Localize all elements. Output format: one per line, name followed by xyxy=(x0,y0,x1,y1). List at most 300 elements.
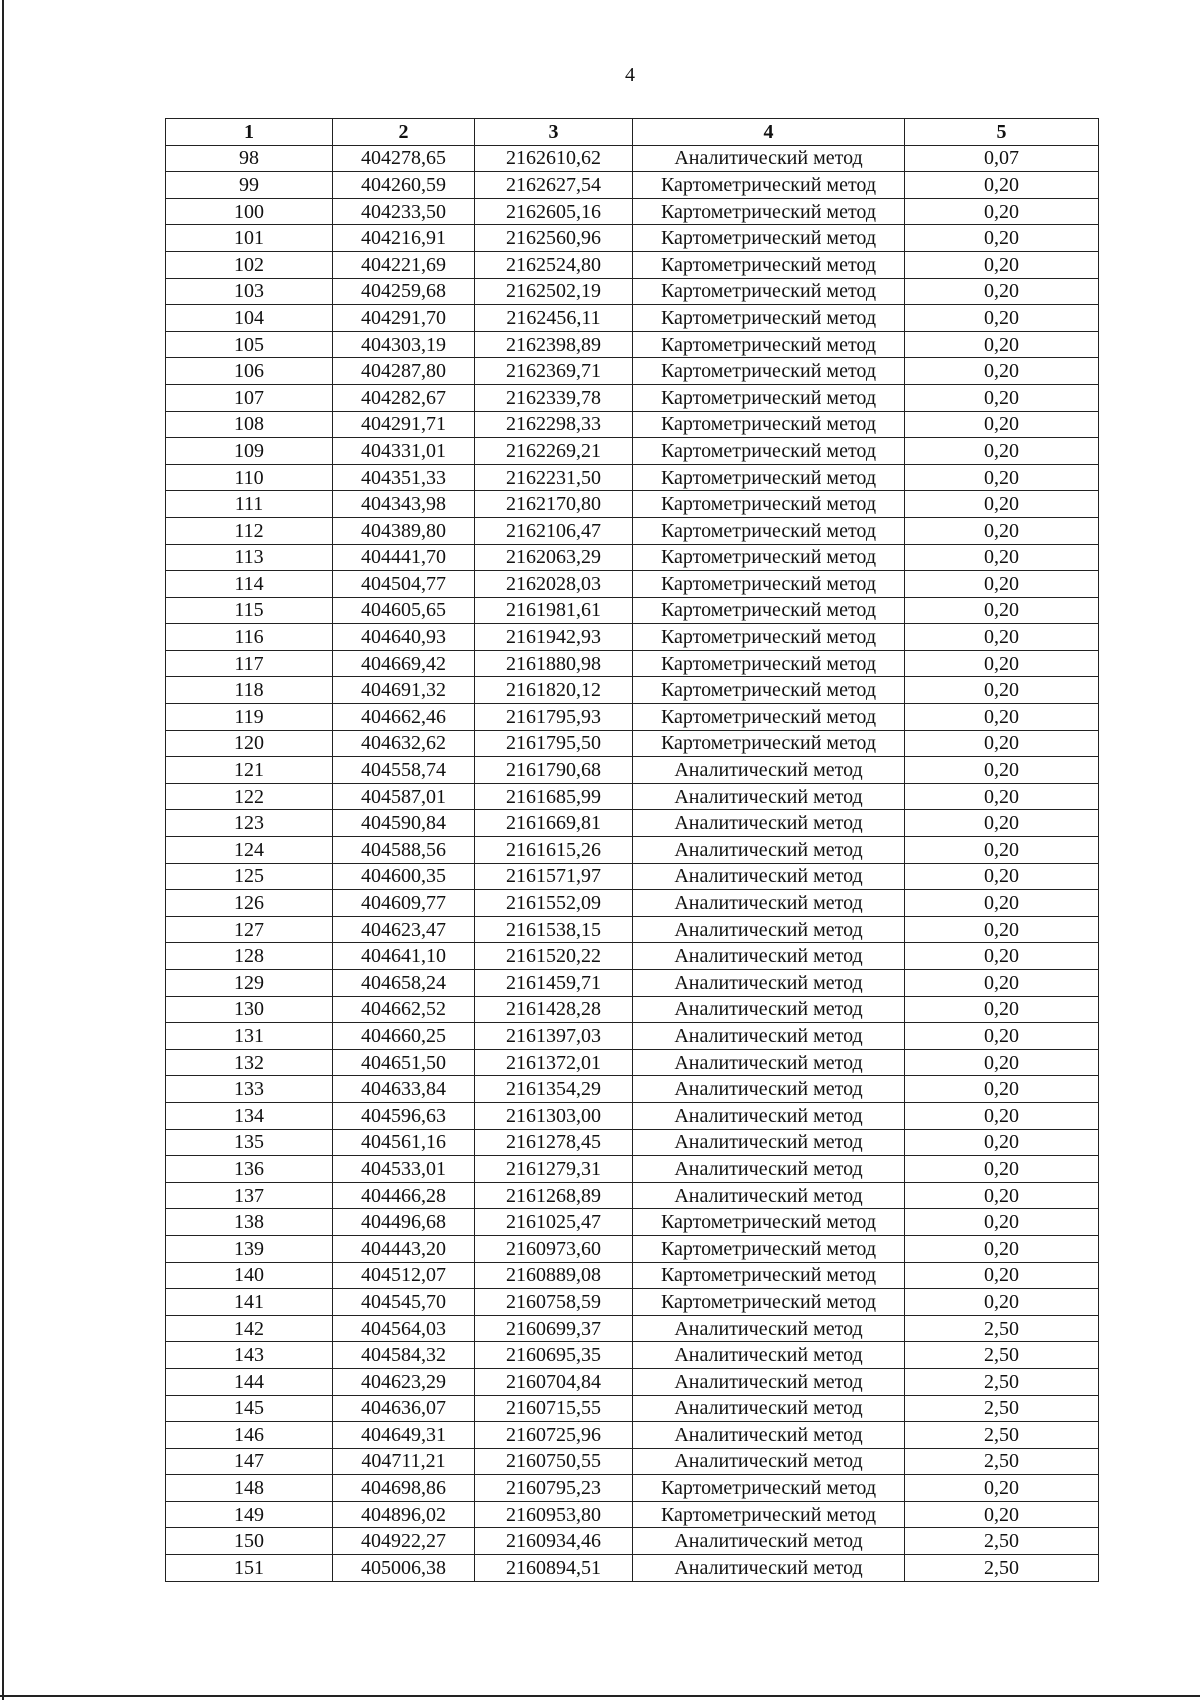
cell-x-coordinate: 404584,32 xyxy=(333,1342,475,1369)
table-row xyxy=(166,970,1099,997)
cell-y-coordinate: 2160715,55 xyxy=(475,1395,633,1422)
cell-y-coordinate: 2162502,19 xyxy=(475,278,633,305)
cell-method: Картометрический метод xyxy=(633,730,905,757)
cell-point-number: 137 xyxy=(166,1182,333,1209)
cell-accuracy: 0,20 xyxy=(905,1262,1099,1289)
cell-x-coordinate: 404662,46 xyxy=(333,704,475,731)
cell-point-number: 142 xyxy=(166,1315,333,1342)
cell-point-number: 135 xyxy=(166,1129,333,1156)
cell-method: Картометрический метод xyxy=(633,571,905,598)
cell-x-coordinate: 404221,69 xyxy=(333,251,475,278)
cell-method: Картометрический метод xyxy=(633,704,905,731)
cell-x-coordinate: 404623,47 xyxy=(333,916,475,943)
cell-accuracy: 0,20 xyxy=(905,704,1099,731)
cell-accuracy: 0,20 xyxy=(905,1235,1099,1262)
cell-y-coordinate: 2160889,08 xyxy=(475,1262,633,1289)
cell-y-coordinate: 2161459,71 xyxy=(475,970,633,997)
cell-method: Картометрический метод xyxy=(633,650,905,677)
cell-y-coordinate: 2161354,29 xyxy=(475,1076,633,1103)
cell-x-coordinate: 404691,32 xyxy=(333,677,475,704)
cell-method: Аналитический метод xyxy=(633,1182,905,1209)
cell-point-number: 145 xyxy=(166,1395,333,1422)
cell-point-number: 122 xyxy=(166,783,333,810)
cell-point-number: 117 xyxy=(166,650,333,677)
table-row xyxy=(166,996,1099,1023)
cell-y-coordinate: 2161820,12 xyxy=(475,677,633,704)
table-row xyxy=(166,730,1099,757)
table-row xyxy=(166,1262,1099,1289)
cell-y-coordinate: 2162170,80 xyxy=(475,491,633,518)
cell-method: Аналитический метод xyxy=(633,943,905,970)
cell-x-coordinate: 404561,16 xyxy=(333,1129,475,1156)
cell-point-number: 136 xyxy=(166,1156,333,1183)
table-row xyxy=(166,1209,1099,1236)
cell-x-coordinate: 404343,98 xyxy=(333,491,475,518)
cell-y-coordinate: 2160973,60 xyxy=(475,1235,633,1262)
table-row xyxy=(166,916,1099,943)
cell-x-coordinate: 404260,59 xyxy=(333,172,475,199)
cell-y-coordinate: 2160953,80 xyxy=(475,1501,633,1528)
cell-x-coordinate: 404600,35 xyxy=(333,863,475,890)
cell-point-number: 123 xyxy=(166,810,333,837)
cell-method: Картометрический метод xyxy=(633,464,905,491)
cell-x-coordinate: 404303,19 xyxy=(333,331,475,358)
cell-x-coordinate: 404662,52 xyxy=(333,996,475,1023)
cell-x-coordinate: 404351,33 xyxy=(333,464,475,491)
cell-point-number: 112 xyxy=(166,517,333,544)
cell-method: Картометрический метод xyxy=(633,172,905,199)
cell-y-coordinate: 2162339,78 xyxy=(475,384,633,411)
cell-accuracy: 2,50 xyxy=(905,1342,1099,1369)
cell-method: Картометрический метод xyxy=(633,278,905,305)
cell-y-coordinate: 2161685,99 xyxy=(475,783,633,810)
cell-y-coordinate: 2160704,84 xyxy=(475,1368,633,1395)
cell-y-coordinate: 2161278,45 xyxy=(475,1129,633,1156)
cell-y-coordinate: 2160695,35 xyxy=(475,1342,633,1369)
cell-method: Аналитический метод xyxy=(633,1395,905,1422)
cell-x-coordinate: 404558,74 xyxy=(333,757,475,784)
page-number: 4 xyxy=(625,64,635,86)
table-row xyxy=(166,1129,1099,1156)
cell-y-coordinate: 2160934,46 xyxy=(475,1528,633,1555)
cell-method: Аналитический метод xyxy=(633,1368,905,1395)
table-row xyxy=(166,704,1099,731)
header-cell-x-coordinate: 2 xyxy=(333,119,475,146)
cell-accuracy: 0,20 xyxy=(905,1156,1099,1183)
cell-x-coordinate: 404291,70 xyxy=(333,305,475,332)
table-row xyxy=(166,1315,1099,1342)
cell-accuracy: 0,20 xyxy=(905,358,1099,385)
cell-y-coordinate: 2162524,80 xyxy=(475,251,633,278)
cell-accuracy: 0,20 xyxy=(905,464,1099,491)
cell-accuracy: 0,20 xyxy=(905,225,1099,252)
table-row xyxy=(166,544,1099,571)
cell-method: Аналитический метод xyxy=(633,1102,905,1129)
cell-method: Картометрический метод xyxy=(633,411,905,438)
table-row xyxy=(166,757,1099,784)
cell-method: Картометрический метод xyxy=(633,624,905,651)
cell-point-number: 151 xyxy=(166,1555,333,1582)
cell-accuracy: 0,20 xyxy=(905,251,1099,278)
table-row xyxy=(166,890,1099,917)
cell-point-number: 139 xyxy=(166,1235,333,1262)
cell-point-number: 147 xyxy=(166,1448,333,1475)
cell-accuracy: 0,20 xyxy=(905,544,1099,571)
cell-accuracy: 0,20 xyxy=(905,943,1099,970)
table-row xyxy=(166,1342,1099,1369)
cell-y-coordinate: 2161268,89 xyxy=(475,1182,633,1209)
cell-accuracy: 0,20 xyxy=(905,278,1099,305)
cell-y-coordinate: 2162456,11 xyxy=(475,305,633,332)
cell-method: Картометрический метод xyxy=(633,1501,905,1528)
cell-method: Аналитический метод xyxy=(633,757,905,784)
table-row xyxy=(166,331,1099,358)
cell-y-coordinate: 2162231,50 xyxy=(475,464,633,491)
cell-y-coordinate: 2161795,93 xyxy=(475,704,633,731)
cell-accuracy: 0,20 xyxy=(905,172,1099,199)
cell-accuracy: 2,50 xyxy=(905,1528,1099,1555)
cell-method: Аналитический метод xyxy=(633,1076,905,1103)
table-header-row xyxy=(166,119,1099,146)
cell-method: Картометрический метод xyxy=(633,544,905,571)
cell-y-coordinate: 2161669,81 xyxy=(475,810,633,837)
cell-accuracy: 0,20 xyxy=(905,1076,1099,1103)
cell-point-number: 126 xyxy=(166,890,333,917)
table-row xyxy=(166,1076,1099,1103)
table-row xyxy=(166,863,1099,890)
cell-point-number: 113 xyxy=(166,544,333,571)
cell-accuracy: 2,50 xyxy=(905,1395,1099,1422)
cell-point-number: 131 xyxy=(166,1023,333,1050)
cell-accuracy: 0,20 xyxy=(905,1049,1099,1076)
cell-accuracy: 2,50 xyxy=(905,1555,1099,1582)
table-row xyxy=(166,172,1099,199)
table-row xyxy=(166,438,1099,465)
cell-point-number: 140 xyxy=(166,1262,333,1289)
cell-y-coordinate: 2160795,23 xyxy=(475,1475,633,1502)
cell-y-coordinate: 2161279,31 xyxy=(475,1156,633,1183)
table-row xyxy=(166,491,1099,518)
cell-x-coordinate: 404640,93 xyxy=(333,624,475,651)
table-row xyxy=(166,1235,1099,1262)
table-row xyxy=(166,1289,1099,1316)
cell-point-number: 149 xyxy=(166,1501,333,1528)
cell-point-number: 116 xyxy=(166,624,333,651)
cell-y-coordinate: 2160699,37 xyxy=(475,1315,633,1342)
cell-x-coordinate: 404609,77 xyxy=(333,890,475,917)
cell-accuracy: 2,50 xyxy=(905,1448,1099,1475)
cell-method: Аналитический метод xyxy=(633,996,905,1023)
cell-x-coordinate: 404533,01 xyxy=(333,1156,475,1183)
table-row xyxy=(166,411,1099,438)
cell-accuracy: 0,20 xyxy=(905,624,1099,651)
cell-y-coordinate: 2162106,47 xyxy=(475,517,633,544)
table-row xyxy=(166,251,1099,278)
cell-x-coordinate: 404588,56 xyxy=(333,837,475,864)
cell-point-number: 148 xyxy=(166,1475,333,1502)
cell-y-coordinate: 2161795,50 xyxy=(475,730,633,757)
cell-accuracy: 0,20 xyxy=(905,970,1099,997)
cell-accuracy: 2,50 xyxy=(905,1368,1099,1395)
cell-accuracy: 0,07 xyxy=(905,145,1099,172)
cell-point-number: 115 xyxy=(166,597,333,624)
cell-point-number: 109 xyxy=(166,438,333,465)
cell-y-coordinate: 2162627,54 xyxy=(475,172,633,199)
cell-method: Картометрический метод xyxy=(633,198,905,225)
cell-x-coordinate: 404633,84 xyxy=(333,1076,475,1103)
cell-accuracy: 0,20 xyxy=(905,597,1099,624)
header-cell-point-number: 1 xyxy=(166,119,333,146)
cell-x-coordinate: 404596,63 xyxy=(333,1102,475,1129)
cell-x-coordinate: 404896,02 xyxy=(333,1501,475,1528)
cell-point-number: 124 xyxy=(166,837,333,864)
cell-method: Аналитический метод xyxy=(633,1555,905,1582)
cell-point-number: 99 xyxy=(166,172,333,199)
cell-y-coordinate: 2161025,47 xyxy=(475,1209,633,1236)
cell-point-number: 125 xyxy=(166,863,333,890)
cell-point-number: 107 xyxy=(166,384,333,411)
cell-y-coordinate: 2161397,03 xyxy=(475,1023,633,1050)
cell-point-number: 108 xyxy=(166,411,333,438)
cell-y-coordinate: 2161615,26 xyxy=(475,837,633,864)
cell-accuracy: 2,50 xyxy=(905,1422,1099,1449)
table-row xyxy=(166,225,1099,252)
cell-x-coordinate: 404282,67 xyxy=(333,384,475,411)
cell-x-coordinate: 404331,01 xyxy=(333,438,475,465)
cell-method: Аналитический метод xyxy=(633,1528,905,1555)
cell-point-number: 138 xyxy=(166,1209,333,1236)
cell-point-number: 146 xyxy=(166,1422,333,1449)
cell-y-coordinate: 2162063,29 xyxy=(475,544,633,571)
cell-method: Картометрический метод xyxy=(633,225,905,252)
cell-x-coordinate: 404669,42 xyxy=(333,650,475,677)
cell-accuracy: 2,50 xyxy=(905,1315,1099,1342)
cell-point-number: 133 xyxy=(166,1076,333,1103)
cell-point-number: 127 xyxy=(166,916,333,943)
table-row xyxy=(166,1448,1099,1475)
cell-x-coordinate: 404649,31 xyxy=(333,1422,475,1449)
cell-method: Картометрический метод xyxy=(633,1289,905,1316)
cell-method: Аналитический метод xyxy=(633,890,905,917)
table-row xyxy=(166,571,1099,598)
table-row xyxy=(166,1156,1099,1183)
cell-method: Аналитический метод xyxy=(633,1129,905,1156)
cell-x-coordinate: 404658,24 xyxy=(333,970,475,997)
cell-y-coordinate: 2161942,93 xyxy=(475,624,633,651)
cell-x-coordinate: 404496,68 xyxy=(333,1209,475,1236)
cell-point-number: 121 xyxy=(166,757,333,784)
table-body xyxy=(166,145,1099,1581)
cell-method: Аналитический метод xyxy=(633,810,905,837)
cell-x-coordinate: 404441,70 xyxy=(333,544,475,571)
cell-accuracy: 0,20 xyxy=(905,1182,1099,1209)
cell-method: Картометрический метод xyxy=(633,517,905,544)
cell-accuracy: 0,20 xyxy=(905,650,1099,677)
cell-y-coordinate: 2161538,15 xyxy=(475,916,633,943)
cell-accuracy: 0,20 xyxy=(905,331,1099,358)
cell-x-coordinate: 404641,10 xyxy=(333,943,475,970)
cell-x-coordinate: 404466,28 xyxy=(333,1182,475,1209)
cell-point-number: 100 xyxy=(166,198,333,225)
cell-method: Аналитический метод xyxy=(633,837,905,864)
cell-accuracy: 0,20 xyxy=(905,1129,1099,1156)
table-row xyxy=(166,464,1099,491)
cell-y-coordinate: 2162610,62 xyxy=(475,145,633,172)
coordinates-table xyxy=(165,118,1099,1582)
table-row xyxy=(166,145,1099,172)
cell-accuracy: 0,20 xyxy=(905,837,1099,864)
cell-y-coordinate: 2161303,00 xyxy=(475,1102,633,1129)
cell-accuracy: 0,20 xyxy=(905,517,1099,544)
cell-y-coordinate: 2162398,89 xyxy=(475,331,633,358)
cell-y-coordinate: 2162269,21 xyxy=(475,438,633,465)
scan-border-bottom xyxy=(0,1695,1200,1697)
cell-x-coordinate: 404545,70 xyxy=(333,1289,475,1316)
cell-point-number: 102 xyxy=(166,251,333,278)
cell-point-number: 130 xyxy=(166,996,333,1023)
cell-accuracy: 0,20 xyxy=(905,411,1099,438)
cell-point-number: 114 xyxy=(166,571,333,598)
cell-x-coordinate: 404504,77 xyxy=(333,571,475,598)
table-row xyxy=(166,384,1099,411)
cell-accuracy: 0,20 xyxy=(905,1501,1099,1528)
cell-method: Картометрический метод xyxy=(633,597,905,624)
table-row xyxy=(166,597,1099,624)
cell-method: Аналитический метод xyxy=(633,863,905,890)
cell-y-coordinate: 2161880,98 xyxy=(475,650,633,677)
header-cell-accuracy: 5 xyxy=(905,119,1099,146)
table-row xyxy=(166,783,1099,810)
table-row xyxy=(166,1475,1099,1502)
table-row xyxy=(166,1422,1099,1449)
cell-method: Картометрический метод xyxy=(633,251,905,278)
cell-point-number: 141 xyxy=(166,1289,333,1316)
cell-x-coordinate: 404660,25 xyxy=(333,1023,475,1050)
cell-accuracy: 0,20 xyxy=(905,305,1099,332)
cell-point-number: 134 xyxy=(166,1102,333,1129)
cell-method: Аналитический метод xyxy=(633,1342,905,1369)
cell-method: Картометрический метод xyxy=(633,331,905,358)
cell-method: Картометрический метод xyxy=(633,1235,905,1262)
table-row xyxy=(166,517,1099,544)
cell-x-coordinate: 404291,71 xyxy=(333,411,475,438)
cell-point-number: 98 xyxy=(166,145,333,172)
cell-point-number: 128 xyxy=(166,943,333,970)
cell-accuracy: 0,20 xyxy=(905,198,1099,225)
table-row xyxy=(166,1395,1099,1422)
cell-method: Картометрический метод xyxy=(633,491,905,518)
table-row xyxy=(166,1555,1099,1582)
cell-y-coordinate: 2161571,97 xyxy=(475,863,633,890)
cell-accuracy: 0,20 xyxy=(905,863,1099,890)
cell-accuracy: 0,20 xyxy=(905,916,1099,943)
cell-point-number: 101 xyxy=(166,225,333,252)
cell-method: Аналитический метод xyxy=(633,1448,905,1475)
cell-x-coordinate: 404233,50 xyxy=(333,198,475,225)
cell-method: Аналитический метод xyxy=(633,1156,905,1183)
cell-x-coordinate: 404651,50 xyxy=(333,1049,475,1076)
cell-point-number: 132 xyxy=(166,1049,333,1076)
cell-point-number: 105 xyxy=(166,331,333,358)
cell-x-coordinate: 404259,68 xyxy=(333,278,475,305)
cell-accuracy: 0,20 xyxy=(905,730,1099,757)
cell-accuracy: 0,20 xyxy=(905,1475,1099,1502)
cell-method: Картометрический метод xyxy=(633,1475,905,1502)
cell-point-number: 110 xyxy=(166,464,333,491)
cell-y-coordinate: 2160750,55 xyxy=(475,1448,633,1475)
cell-x-coordinate: 404636,07 xyxy=(333,1395,475,1422)
table-row xyxy=(166,305,1099,332)
cell-x-coordinate: 404590,84 xyxy=(333,810,475,837)
cell-method: Аналитический метод xyxy=(633,145,905,172)
table-row xyxy=(166,624,1099,651)
cell-y-coordinate: 2162028,03 xyxy=(475,571,633,598)
cell-method: Картометрический метод xyxy=(633,1262,905,1289)
cell-accuracy: 0,20 xyxy=(905,677,1099,704)
cell-x-coordinate: 404443,20 xyxy=(333,1235,475,1262)
cell-y-coordinate: 2162298,33 xyxy=(475,411,633,438)
cell-method: Аналитический метод xyxy=(633,783,905,810)
cell-method: Аналитический метод xyxy=(633,1422,905,1449)
cell-accuracy: 0,20 xyxy=(905,783,1099,810)
cell-y-coordinate: 2160758,59 xyxy=(475,1289,633,1316)
table-row xyxy=(166,677,1099,704)
cell-x-coordinate: 404698,86 xyxy=(333,1475,475,1502)
table-row xyxy=(166,1368,1099,1395)
cell-accuracy: 0,20 xyxy=(905,491,1099,518)
cell-y-coordinate: 2162369,71 xyxy=(475,358,633,385)
cell-y-coordinate: 2161552,09 xyxy=(475,890,633,917)
cell-method: Картометрический метод xyxy=(633,384,905,411)
table-row xyxy=(166,1501,1099,1528)
cell-y-coordinate: 2160725,96 xyxy=(475,1422,633,1449)
cell-y-coordinate: 2161790,68 xyxy=(475,757,633,784)
cell-x-coordinate: 404623,29 xyxy=(333,1368,475,1395)
cell-point-number: 103 xyxy=(166,278,333,305)
cell-method: Аналитический метод xyxy=(633,916,905,943)
header-cell-y-coordinate: 3 xyxy=(475,119,633,146)
cell-x-coordinate: 404587,01 xyxy=(333,783,475,810)
cell-x-coordinate: 404711,21 xyxy=(333,1448,475,1475)
cell-x-coordinate: 404287,80 xyxy=(333,358,475,385)
cell-accuracy: 0,20 xyxy=(905,890,1099,917)
cell-y-coordinate: 2161981,61 xyxy=(475,597,633,624)
cell-point-number: 104 xyxy=(166,305,333,332)
cell-x-coordinate: 404922,27 xyxy=(333,1528,475,1555)
table-row xyxy=(166,943,1099,970)
cell-y-coordinate: 2161520,22 xyxy=(475,943,633,970)
cell-method: Картометрический метод xyxy=(633,438,905,465)
cell-x-coordinate: 404512,07 xyxy=(333,1262,475,1289)
cell-method: Аналитический метод xyxy=(633,970,905,997)
cell-accuracy: 0,20 xyxy=(905,1209,1099,1236)
table-row xyxy=(166,650,1099,677)
cell-method: Картометрический метод xyxy=(633,677,905,704)
cell-point-number: 143 xyxy=(166,1342,333,1369)
cell-accuracy: 0,20 xyxy=(905,1289,1099,1316)
cell-x-coordinate: 404389,80 xyxy=(333,517,475,544)
cell-accuracy: 0,20 xyxy=(905,1102,1099,1129)
cell-point-number: 118 xyxy=(166,677,333,704)
table-row xyxy=(166,198,1099,225)
cell-point-number: 106 xyxy=(166,358,333,385)
cell-point-number: 111 xyxy=(166,491,333,518)
cell-method: Картометрический метод xyxy=(633,358,905,385)
cell-y-coordinate: 2162560,96 xyxy=(475,225,633,252)
cell-accuracy: 0,20 xyxy=(905,810,1099,837)
table-row xyxy=(166,1182,1099,1209)
cell-x-coordinate: 404605,65 xyxy=(333,597,475,624)
